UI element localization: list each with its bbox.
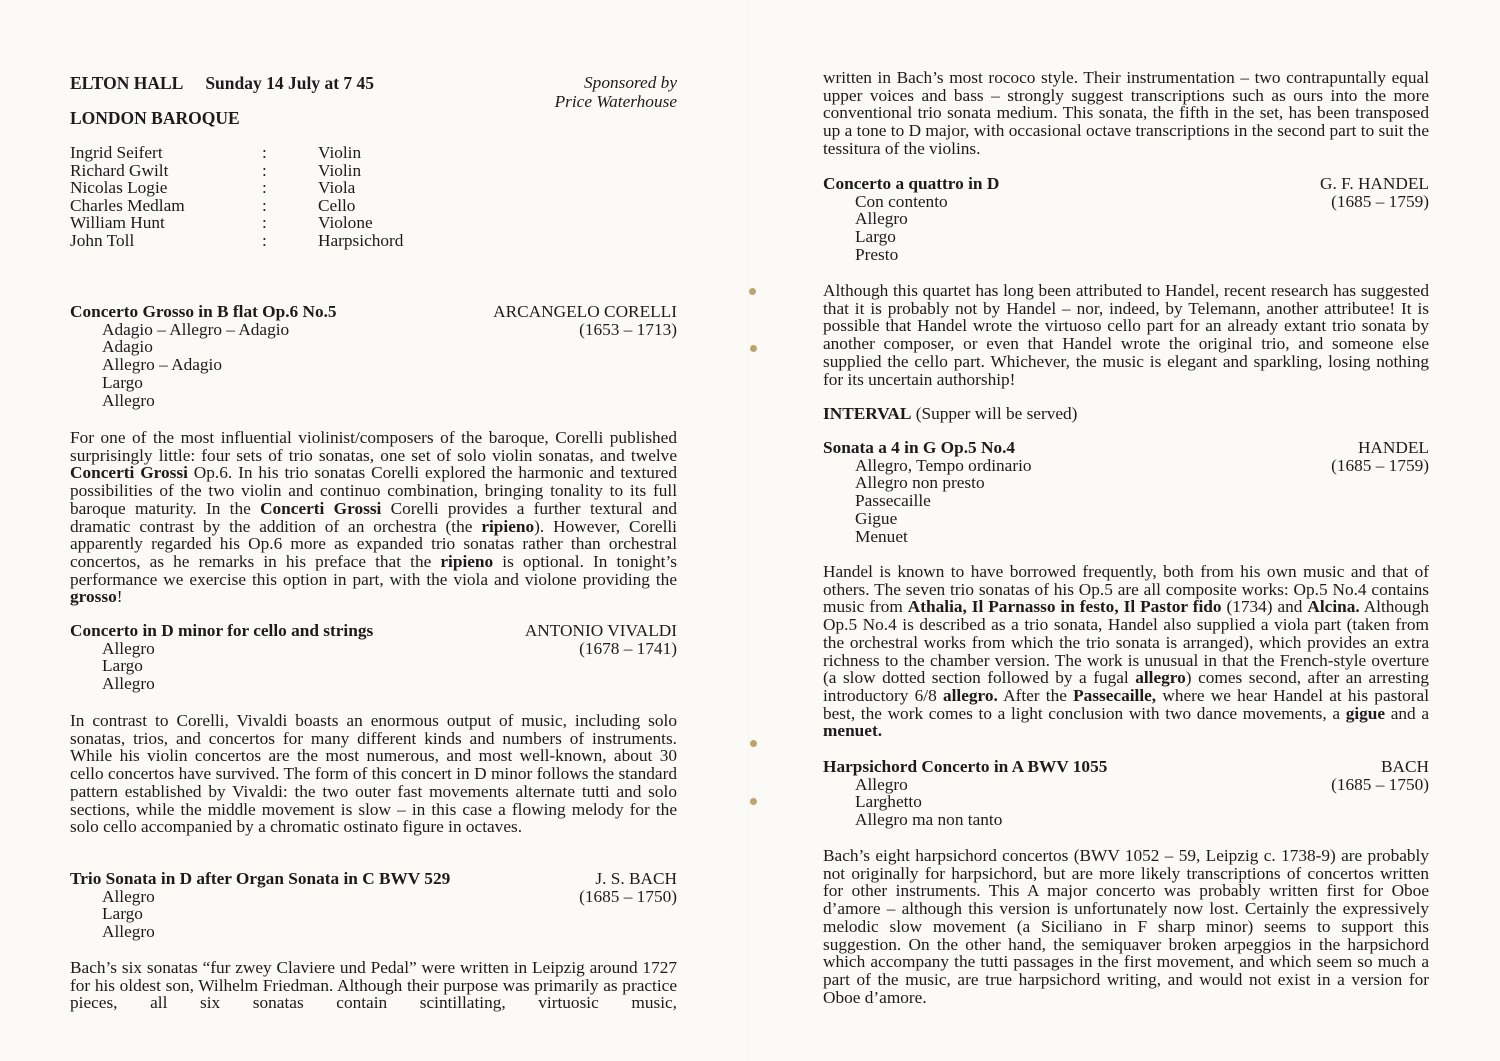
work-title: Concerto a quattro in D: [823, 174, 1000, 193]
note-text: Handel is known to have borrowed frequently, both from his own music and that of others. The seven trio sonatas of his Op.5 are all composite works: Op.5 No.4 contains music from: [823, 562, 1429, 617]
note-handel-sonata: [823, 563, 1429, 740]
note-text: ) comes second, after an arresting introductory 6/8: [823, 668, 1430, 705]
page-fold: [748, 0, 749, 1061]
note-handel-quattro: [823, 282, 1429, 388]
note-emphasis: allegro.: [942, 685, 998, 705]
note-emphasis: Alcina.: [1307, 597, 1360, 617]
movement: Largo: [102, 372, 143, 392]
sponsor-line-1: Sponsored by: [584, 73, 677, 92]
right-page: [823, 0, 1429, 1061]
work-bach-trio: [70, 870, 677, 941]
composer-dates: (1653 – 1713): [579, 319, 677, 339]
performer-name: Richard Gwilt: [70, 160, 169, 180]
movement: Allegro, Tempo ordinario: [855, 455, 1032, 475]
separator: :: [262, 195, 267, 215]
staple-mark: [750, 740, 757, 747]
movement: Adagio – Allegro – Adagio: [102, 319, 290, 339]
work-bach-harpsichord: [823, 758, 1429, 829]
movement: Largo: [102, 656, 143, 676]
separator: :: [262, 230, 267, 250]
note-emphasis: Athalia, Il Parnasso in festo, Il Pastor fido: [907, 597, 1222, 617]
movement: Allegro: [855, 774, 908, 794]
work-handel-quattro: [823, 175, 1429, 264]
composer-name: G. F. HANDEL: [1319, 174, 1429, 193]
note-emphasis: ripieno: [481, 516, 535, 536]
movement: Allegro: [855, 209, 908, 229]
programme-note: [70, 429, 677, 606]
note-text: For one of the most influential violinist/composers of the baroque, Corelli published surprisingly little: four sets of trio sonatas, one set of solo violin sonatas, and twelve: [70, 428, 677, 465]
work-title: Harpsichord Concerto in A BWV 1055: [823, 757, 1108, 776]
separator: :: [262, 143, 267, 162]
performer-roster: [70, 144, 470, 250]
composer: [579, 870, 677, 905]
performer-name: Charles Medlam: [70, 195, 185, 215]
note-text: !: [116, 587, 123, 607]
composer-dates: (1685 – 1759): [1331, 455, 1429, 475]
movement: Largo: [855, 227, 896, 247]
movement: Menuet: [855, 526, 908, 546]
separator: :: [262, 213, 267, 233]
performer-instrument: Viola: [318, 178, 356, 198]
note-emphasis: gigue: [1345, 703, 1386, 723]
programme-note: [823, 563, 1429, 740]
concert-date: Sunday 14 July at 7 45: [205, 73, 375, 93]
movement: Allegro ma non tanto: [855, 810, 1003, 830]
interval-note: (Supper will be served): [911, 404, 1078, 423]
composer-dates: (1685 – 1750): [1331, 774, 1429, 794]
note-text: Although Op.5 No.4 is described as a trio sonata, Handel also supplied a viola part (taken from the orchestral works from which the trio sonata is arranged), which provides an extra richness to the chamber version. The work is unusual in that the French-style overture (a slow dotted section followed by a fugal: [823, 597, 1429, 688]
programme-note: Although this quartet has long been attributed to Handel, recent research has suggested that it is probably not by Handel – nor, indeed, by Telemann, another attributee! It is possible that Handel wrote the virtuoso cello part for an already extant trio sonata by another composer, or even that Handel wrote the original trio, and someone else supplied the cello part. Whichever, the music is elegant and sparkling, losing nothing for its uncertain authorship!: [823, 281, 1429, 389]
left-page: [70, 0, 677, 1061]
performer-instrument: Harpsichord: [318, 230, 404, 250]
work-title: Concerto Grosso in B flat Op.6 No.5: [70, 302, 337, 321]
movement: Allegro: [102, 886, 155, 906]
movement: Larghetto: [855, 792, 922, 812]
note-text: (1734) and: [1221, 597, 1308, 617]
composer-dates: (1685 – 1750): [579, 886, 677, 906]
composer-name: ARCANGELO CORELLI: [493, 302, 677, 321]
note-text: Corelli provides a further textural and dramatic contrast by the addition of an orchestra (the: [70, 498, 677, 536]
separator: :: [262, 160, 267, 180]
roster-row: [70, 144, 470, 162]
programme-note: Bach’s eight harpsichord concertos (BWV 1052 – 59, Leipzig c. 1738-9) are probably not originally for harpsichord, but are more likely transcriptions of concertos written for other instruments. This A major concerto was probably written first for Oboe d’amore – although this version is unfortunately now lost. Certainly the expressively melodic slow movement (a Siciliano in F sharp minor) seems to support this suggestion. On the other hand, the semiquaver broken arpeggios in the harpsichord which accompany the tutti passages in the first movement, and which seem so much a part of the music, are true harpsichord writing, and would not exist in a version for Oboe d’amore.: [823, 846, 1429, 1007]
note-emphasis: menuet.: [823, 721, 883, 741]
staple-mark: [749, 288, 756, 295]
note-text: After the: [997, 685, 1074, 705]
movement: Allegro: [102, 922, 155, 942]
movement: Passecaille: [855, 491, 931, 511]
interval-label: INTERVAL: [823, 404, 912, 423]
note-emphasis: allegro: [1135, 668, 1186, 688]
staple-mark: [750, 798, 757, 805]
performer-instrument: Violin: [318, 143, 362, 162]
composer: [525, 622, 677, 657]
note-text: and a: [1385, 703, 1429, 723]
movement: Con contento: [855, 191, 948, 211]
composer: [493, 303, 677, 338]
composer-dates: (1685 – 1759): [1331, 191, 1429, 211]
composer: [1331, 758, 1429, 793]
composer-name: ANTONIO VIVALDI: [524, 621, 677, 640]
roster-row: [70, 162, 470, 180]
performer-instrument: Violin: [318, 160, 362, 180]
movement: Presto: [855, 244, 899, 264]
movement: Allegro – Adagio: [102, 355, 222, 375]
note-emphasis: Passecaille,: [1073, 685, 1157, 705]
note-emphasis: grosso: [70, 587, 117, 607]
work-title: Sonata a 4 in G Op.5 No.4: [823, 438, 1016, 457]
work-corelli: [70, 303, 677, 409]
performer-name: Ingrid Seifert: [70, 143, 163, 162]
programme-note: In contrast to Corelli, Vivaldi boasts an enormous output of music, including solo sonatas, trios, and concertos for many different kinds and numbers of instruments. While his violin concertos are the most numerous, and most well-known, about 30 cello concertos have survived. The form of this concert in D minor follows the standard pattern established by Vivaldi: the two outer fast movements alternate tutti and solo sections, while the middle movement is slow – in this case a flowing melody for the solo cello accompanied by a chromatic ostinato figure in octaves.: [70, 711, 677, 837]
sponsor-line-2: Price Waterhouse: [554, 92, 677, 111]
venue: ELTON HALL: [70, 73, 184, 93]
programme-note: Bach’s six sonatas “fur zwey Claviere und Pedal” were written in Leipzig around 1727 for his oldest son, Wilhelm Friedman. Although their purpose was primarily as practice pieces, all six sonatas contain scintillating, virtuosic music,: [70, 958, 677, 1013]
staple-mark: [750, 345, 757, 352]
movement: Allegro: [102, 638, 155, 658]
movement: Largo: [102, 904, 143, 924]
note-emphasis: ripieno: [440, 551, 494, 571]
composer: [1331, 439, 1429, 474]
note-emphasis: Concerti Grossi: [260, 498, 382, 518]
composer: [1320, 175, 1429, 210]
interval-notice: [823, 404, 1077, 424]
performer-instrument: Cello: [318, 195, 356, 215]
note-bach-trio-part2: [823, 69, 1429, 158]
performer-name: John Toll: [70, 230, 135, 250]
composer-name: J. S. BACH: [595, 869, 677, 888]
programme-note: written in Bach’s most rococo style. Their instrumentation – two contrapuntally equal upper voices and bass – strongly suggest transcriptions such as ours into the more conventional trio sonata medium. This sonata, the fifth in the set, has been transposed up a tone to D major, with occasional octave transcriptions in the second part to suit the tessitura of the violins.: [823, 68, 1429, 158]
separator: :: [262, 178, 267, 198]
note-text: where we hear Handel at his pastoral best, the work comes to a light conclusion with two dance movements, a: [823, 685, 1430, 723]
sponsor: [555, 73, 677, 111]
note-text: Op.6. In his trio sonatas Corelli explored the harmonic and textured possibilities of the two violin and continuo combination, bringing tonality to its full baroque maturity. In the: [70, 463, 677, 518]
performer-name: William Hunt: [70, 213, 165, 233]
roster-row: [70, 214, 470, 232]
work-title: Concerto in D minor for cello and strings: [70, 621, 374, 640]
movement: Allegro: [102, 390, 155, 410]
composer-dates: (1678 – 1741): [579, 638, 677, 658]
composer-name: HANDEL: [1357, 438, 1429, 457]
movement: Gigue: [855, 508, 898, 528]
ensemble-name: LONDON BAROQUE: [70, 108, 240, 128]
roster-row: [70, 232, 470, 250]
note-bach-harpsichord: [823, 847, 1429, 1006]
note-vivaldi: [70, 712, 677, 836]
note-bach-trio-part1: [70, 959, 677, 1012]
composer-name: BACH: [1380, 757, 1429, 776]
note-text: is optional. In tonight’s performance we exercise this option in part, with the viola and violone providing the: [70, 551, 678, 589]
work-title: Trio Sonata in D after Organ Sonata in C BWV 529: [70, 869, 451, 888]
performer-name: Nicolas Logie: [70, 178, 168, 198]
work-vivaldi: [70, 622, 677, 693]
performer-instrument: Violone: [318, 213, 373, 233]
roster-row: [70, 179, 470, 197]
note-text: ). However, Corelli apparently regarded his Op.6 more as expanded trio sonatas rather than orchestral concertos, as he remarks in his preface that the: [70, 516, 677, 571]
movement: Allegro non presto: [855, 473, 985, 493]
roster-row: [70, 197, 470, 215]
note-corelli: [70, 429, 677, 606]
note-emphasis: Concerti Grossi: [70, 463, 188, 483]
programme-header: [70, 73, 677, 111]
movement: Adagio: [102, 337, 153, 357]
movement: Allegro: [102, 674, 155, 694]
work-handel-sonata: [823, 439, 1429, 545]
